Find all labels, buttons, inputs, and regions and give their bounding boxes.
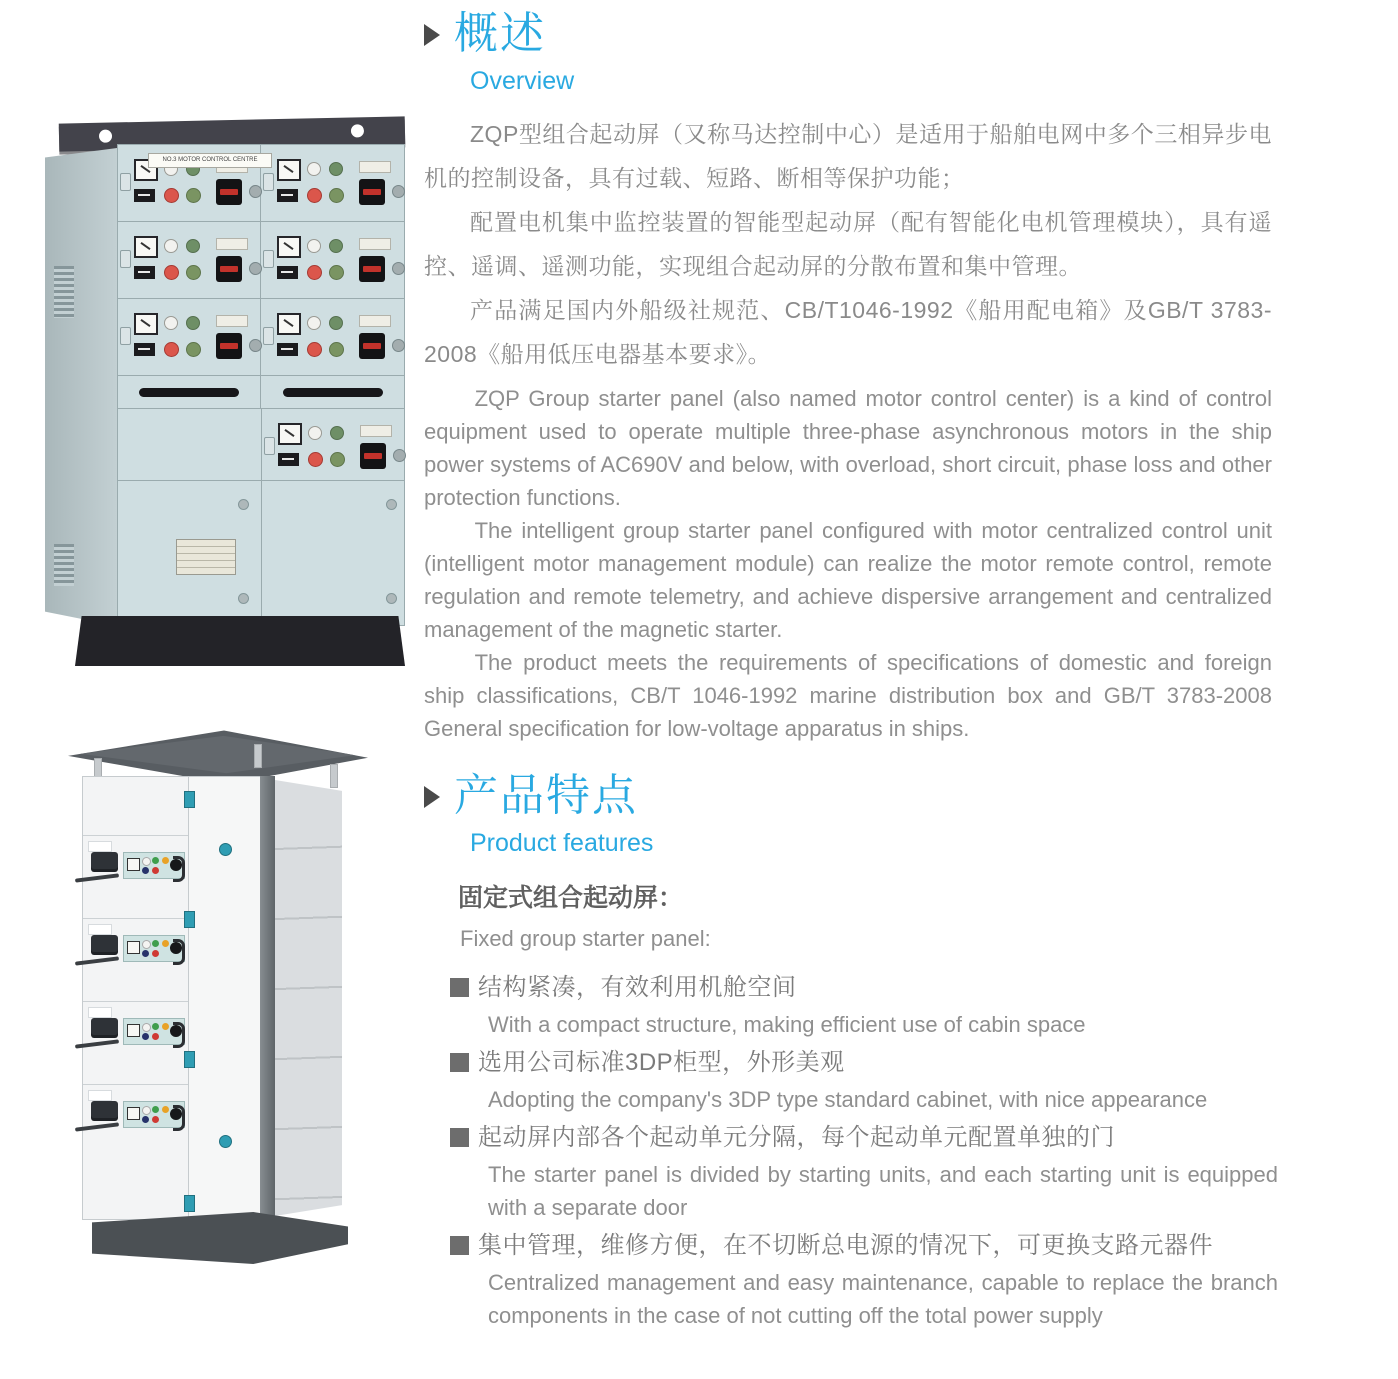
indicator-lamp-icon <box>307 316 321 330</box>
rotary-switch-icon <box>216 333 242 359</box>
cabinet-side-panel <box>45 148 117 626</box>
feature-text-zh: 选用公司标准3DP柜型，外形美观 <box>450 1043 1272 1083</box>
door-latch-icon <box>184 1195 195 1212</box>
vent-grille-icon <box>54 266 74 318</box>
overview-section <box>424 10 1272 745</box>
door-handle-icon <box>139 388 239 397</box>
door-lock-icon <box>392 185 405 198</box>
features-section <box>424 771 1278 1334</box>
screw-icon <box>386 499 397 510</box>
stop-button-icon <box>308 452 323 467</box>
door-handle-icon <box>283 388 383 397</box>
screw-icon <box>386 593 397 604</box>
start-button-icon <box>186 265 201 280</box>
push-button-icon <box>152 950 159 957</box>
starter-unit-grid <box>118 145 404 376</box>
unit-label <box>359 238 391 250</box>
unit-label <box>360 425 392 437</box>
overview-text-zh <box>424 112 1272 376</box>
start-button-icon <box>186 342 201 357</box>
section-arrow-icon <box>424 24 440 46</box>
push-button-icon <box>152 867 159 874</box>
ammeter-icon <box>278 423 302 445</box>
indicator-lamp-icon <box>152 857 159 864</box>
indicator-lamp-icon <box>152 1023 159 1030</box>
cabinet-nameplate-label: NO.3 MOTOR CONTROL CENTRE <box>148 153 272 168</box>
feature-item <box>450 1226 1278 1332</box>
features-header <box>424 772 1272 820</box>
overview-paragraph-zh: 产品满足国内外船级社规范、CB/T1046-1992《船用配电箱》及GB/T 3783-2008《船用低压电器基本要求》。 <box>424 296 1272 367</box>
bullet-square-icon <box>450 1128 469 1147</box>
features-subtitle-en: Fixed group starter panel: <box>460 925 711 951</box>
overview-paragraph-en: ZQP Group starter panel (also named motor control center) is a kind of control equipment used to operate multiple three-phase asynchronous motors in the ship power systems of AC690V and below, with overload, short circuit, phase loss and other protection functions. <box>424 385 1272 510</box>
indicator-lamp-icon <box>152 940 159 947</box>
indicator-lamp-icon <box>329 316 343 330</box>
starter-unit-door <box>262 409 405 480</box>
starter-unit-door <box>83 918 188 1001</box>
unit-label <box>359 161 391 173</box>
start-button-icon <box>186 188 201 203</box>
starter-unit-door <box>83 835 188 918</box>
features-title-en: Product features <box>470 829 654 858</box>
indicator-lamp-icon <box>308 426 322 440</box>
door-handle-icon <box>75 1122 119 1131</box>
overview-paragraph-en: The product meets the requirements of specifications of domestic and foreign ship classifications, CB/T 1046-1992 marine distribution box and GB/T 3783-2008 General specification for low-voltage apparatus in ships. <box>424 649 1272 741</box>
indicator-lamp-icon <box>142 940 151 949</box>
product-photo-group-starter-panel <box>45 108 407 666</box>
feature-text-en: Adopting the company's 3DP type standard cabinet, with nice appearance <box>488 1086 1208 1112</box>
feature-text-zh: 结构紧凑，有效利用机舱空间 <box>450 968 1272 1008</box>
start-button-icon <box>329 342 344 357</box>
door-pull-icon <box>173 1022 185 1048</box>
push-button-icon <box>152 1033 159 1040</box>
feature-text-en: Centralized management and easy maintenance, capable to replace the branch components in the case of not cutting off the total power supply <box>488 1269 1278 1328</box>
screw-icon <box>238 499 249 510</box>
push-button-icon <box>142 1033 149 1040</box>
rotary-switch-icon <box>216 179 242 205</box>
indicator-lamp-icon <box>162 857 169 864</box>
starter-unit-door <box>83 1001 188 1084</box>
roof-post <box>330 764 338 788</box>
door-handle-icon <box>75 1039 119 1048</box>
cabinet-center-door <box>188 777 261 1221</box>
roof-post <box>254 744 262 768</box>
indicator-lamp-icon <box>186 316 200 330</box>
indicator-lamp-icon <box>152 1106 159 1113</box>
indicator-lamp-icon <box>142 1023 151 1032</box>
product-photo-3dp-cabinet <box>68 718 368 1266</box>
start-button-icon <box>330 452 345 467</box>
feature-text-en: With a compact structure, making efficient use of cabin space <box>488 1011 1086 1037</box>
lifting-hole-icon <box>99 130 112 143</box>
indicator-lamp-icon <box>329 162 343 176</box>
rating-nameplate <box>176 539 236 575</box>
unit-label <box>216 238 248 250</box>
rotary-switch-icon <box>359 333 385 359</box>
stop-button-icon <box>164 342 179 357</box>
indicator-lamp-icon <box>307 239 321 253</box>
unit-label <box>88 924 112 935</box>
stop-button-icon <box>164 188 179 203</box>
feature-text-en: The starter panel is divided by starting units, and each starting unit is equipped with a separate door <box>488 1161 1278 1220</box>
cabinet-plinth <box>75 616 405 666</box>
features-list <box>450 968 1278 1332</box>
ammeter-icon <box>277 236 301 258</box>
cabinet-front-doors <box>117 144 405 626</box>
selector-switch-icon <box>134 266 155 279</box>
selector-switch-icon <box>134 189 155 202</box>
breaker-handle-icon <box>91 1018 118 1035</box>
feature-item <box>450 968 1272 1041</box>
features-title-zh: 产品特点 <box>454 771 638 820</box>
door-lock-icon <box>392 339 405 352</box>
overview-paragraph-zh: 配置电机集中监控装置的智能型起动屏（配有智能化电机管理模块），具有遥控、遥调、遥测功能，实现组合起动屏的分散布置和集中管理。 <box>424 208 1272 279</box>
starter-unit-door <box>261 222 404 299</box>
ammeter-icon <box>277 159 301 181</box>
stop-button-icon <box>307 342 322 357</box>
bullet-square-icon <box>450 1236 469 1255</box>
indicator-lamp-icon <box>329 239 343 253</box>
overview-paragraph-zh: ZQP型组合起动屏（又称马达控制中心）是适用于船舶电网中多个三相异步电机的控制设备，具有过载、短路、断相等保护功能； <box>424 120 1272 191</box>
ammeter-icon <box>134 313 158 335</box>
overview-paragraph-en: The intelligent group starter panel configured with motor centralized control unit (intelligent motor management module) can realize the motor remote control, remote regulation and remote telemetry, and achieve dispersive arrangement and centralized management of the magnetic starter. <box>424 517 1272 642</box>
door-knob-icon <box>219 843 232 856</box>
starter-unit-door <box>118 299 261 376</box>
stop-button-icon <box>307 188 322 203</box>
push-button-icon <box>142 950 149 957</box>
section-arrow-icon <box>424 786 440 808</box>
push-button-icon <box>142 867 149 874</box>
stop-button-icon <box>307 265 322 280</box>
selector-switch-icon <box>134 343 155 356</box>
bottom-doors <box>118 481 404 626</box>
unit-label <box>88 841 112 852</box>
feature-text-zh: 集中管理，维修方便，在不切断总电源的情况下，可更换支路元器件 <box>450 1226 1272 1266</box>
door-lock-icon <box>392 262 405 275</box>
indicator-lamp-icon <box>142 857 151 866</box>
unit-label <box>216 315 248 327</box>
rotary-switch-icon <box>359 256 385 282</box>
starter-unit-door <box>118 222 261 299</box>
unit-label <box>359 315 391 327</box>
feature-text-zh: 起动屏内部各个起动单元分隔，每个起动单元配置单独的门 <box>450 1118 1272 1158</box>
overview-title-en: Overview <box>470 67 575 96</box>
indicator-lamp-icon <box>330 426 344 440</box>
breaker-handle-icon <box>91 935 118 952</box>
breaker-handle-icon <box>91 1101 118 1118</box>
door-pull-icon <box>173 856 185 882</box>
unit-label <box>88 1007 112 1018</box>
ammeter-icon <box>134 236 158 258</box>
door-handle-icon <box>75 873 119 882</box>
rotary-switch-icon <box>359 179 385 205</box>
lifting-hole-icon <box>351 124 364 137</box>
ammeter-icon <box>127 941 140 954</box>
selector-switch-icon <box>277 266 298 279</box>
bullet-square-icon <box>450 978 469 997</box>
selector-switch-icon <box>277 189 298 202</box>
indicator-lamp-icon <box>162 1023 169 1030</box>
cabinet-side-panel <box>275 780 342 1216</box>
unit-label <box>88 1090 112 1101</box>
starter-unit-door <box>261 145 404 222</box>
rotary-switch-icon <box>360 443 386 469</box>
stop-button-icon <box>164 265 179 280</box>
selector-switch-icon <box>277 343 298 356</box>
selector-switch-icon <box>278 453 299 466</box>
overview-title-zh: 概述 <box>454 9 546 58</box>
feature-item <box>450 1043 1272 1116</box>
bullet-square-icon <box>450 1053 469 1072</box>
breaker-handle-icon <box>91 852 118 869</box>
overview-header <box>424 10 1272 58</box>
indicator-lamp-icon <box>162 1106 169 1113</box>
door-knob-icon <box>219 1135 232 1148</box>
rotary-switch-icon <box>216 256 242 282</box>
indicator-lamp-icon <box>164 316 178 330</box>
indicator-lamp-icon <box>186 239 200 253</box>
screw-icon <box>238 593 249 604</box>
overview-text-en <box>424 382 1272 745</box>
features-subtitle-zh: 固定式组合起动屏： <box>458 883 684 912</box>
start-button-icon <box>329 188 344 203</box>
indicator-lamp-icon <box>142 1106 151 1115</box>
auxiliary-unit-row <box>118 409 404 481</box>
door-latch-icon <box>184 791 195 808</box>
ammeter-icon <box>277 313 301 335</box>
feature-item <box>450 1118 1278 1224</box>
indicator-lamp-icon <box>164 239 178 253</box>
start-button-icon <box>329 265 344 280</box>
door-latch-icon <box>184 1051 195 1068</box>
ammeter-icon <box>127 1107 140 1120</box>
ammeter-icon <box>127 858 140 871</box>
cabinet-front-doors <box>82 776 260 1220</box>
vent-grille-icon <box>54 544 74 586</box>
door-lock-icon <box>393 449 406 462</box>
door-pull-icon <box>173 1105 185 1131</box>
starter-unit-door <box>83 1084 188 1167</box>
cabinet-corner-post <box>260 776 275 1220</box>
ammeter-icon <box>127 1024 140 1037</box>
push-button-icon <box>152 1116 159 1123</box>
push-button-icon <box>142 1116 149 1123</box>
door-latch-icon <box>184 911 195 928</box>
door-pull-icon <box>173 939 185 965</box>
withdraw-handle-row <box>118 376 404 409</box>
indicator-lamp-icon <box>162 940 169 947</box>
starter-unit-door <box>261 299 404 376</box>
door-handle-icon <box>75 956 119 965</box>
indicator-lamp-icon <box>307 162 321 176</box>
